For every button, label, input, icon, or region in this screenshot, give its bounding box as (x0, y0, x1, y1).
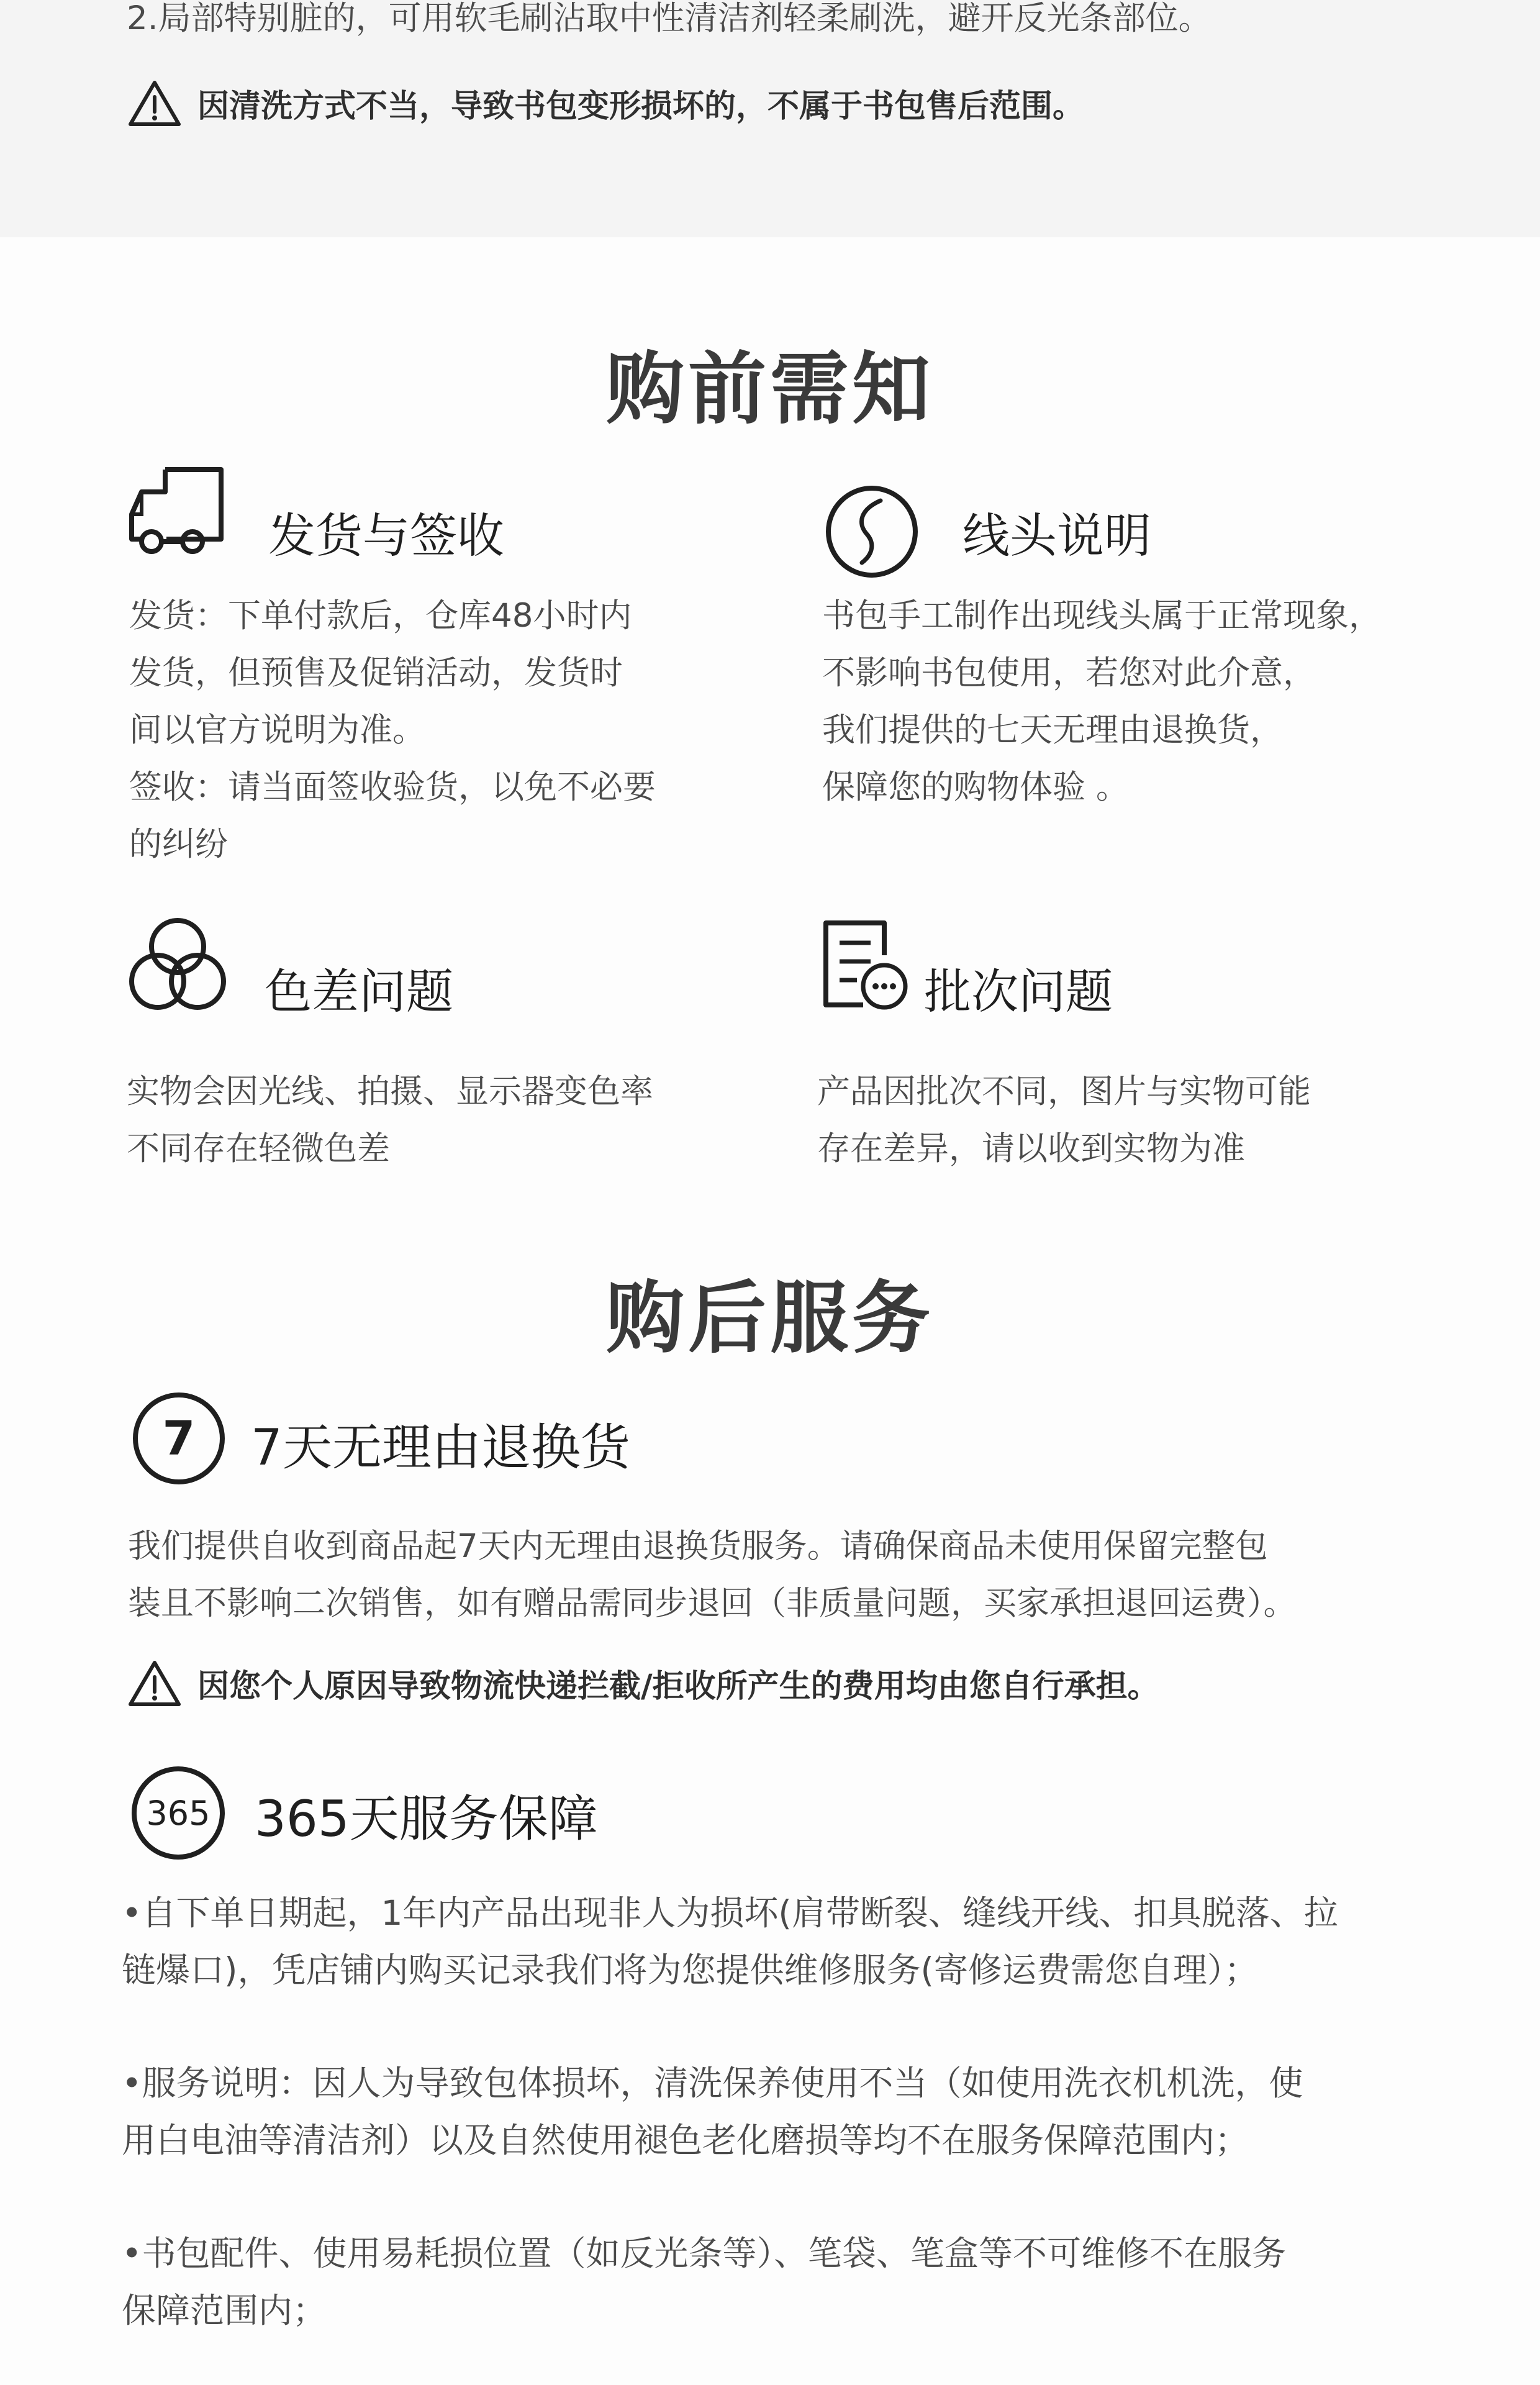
return-text: 我们提供自收到商品起7天内无理由退换货服务。请确保商品未使用保留完整包 装且不影响二次销售，如有赠品需同步退回（非质量问题，买家承担退回运费）。 (128, 1527, 1297, 1622)
seven-day-badge-text: 7 (162, 1411, 196, 1466)
care-warning (128, 80, 1084, 127)
pre-purchase-title: 购前需知 (606, 343, 934, 435)
item-text-color: 实物会因光线、拍摄、显示器变色率 不同存在轻微色差 (127, 1073, 653, 1168)
item-title-shipping: 发货与签收 (268, 508, 504, 563)
care-warning-text: 因清洗方式不当，导致书包变形损坏的，不属于书包售后范围。 (197, 88, 1085, 125)
truck-icon (128, 465, 227, 558)
item-text-batch: 产品因批次不同，图片与实物可能 存在差异，请以收到实物为准 (817, 1073, 1311, 1168)
warning-icon (128, 1660, 181, 1707)
guarantee-bullet-2: •服务说明：因人为导致包体损坏，清洗保养使用不当（如使用洗衣机机洗，使 用白电油等清洁剂）以及自然使用褪色老化磨损等均不在服务保障范围内； (122, 2063, 1303, 2160)
guarantee-bullet-3: •书包配件、使用易耗损位置（如反光条等）、笔袋、笔盒等不可维修不在服务 保障范围内； (122, 2233, 1286, 2330)
item-title-color: 色差问题 (265, 964, 453, 1019)
item-text-shipping: 发货：下单付款后，仓库48小时内 发货，但预售及促销活动，发货时 间以官方说明为准。 签收：请当面签收验货，以免不必要 的纠纷 (129, 597, 656, 863)
365-day-badge-text: 365 (146, 1794, 211, 1833)
seven-day-badge-icon (129, 1389, 229, 1488)
item-title-batch: 批次问题 (924, 964, 1113, 1019)
return-warning-text: 因您个人原因导致物流快递拦截/拒收所产生的费用均由您自行承担。 (197, 1668, 1159, 1705)
warning-icon (128, 80, 181, 127)
365-day-badge-icon (128, 1763, 229, 1863)
item-text-thread: 书包手工制作出现线头属于正常现象， 不影响书包使用，若您对此介意， 我们提供的七天无理由退换货， 保障您的购物体验 。 (822, 597, 1382, 806)
return-warning (128, 1660, 1159, 1707)
color-circles-icon (128, 914, 227, 1014)
after-sales-title: 购后服务 (606, 1273, 934, 1364)
care-line-2: 2.局部特别脏的，可用软毛刷沾取中性清洁剂轻柔刷洗，避开反光条部位。 (127, 0, 1212, 37)
guarantee-bullet-1: •自下单日期起，1年内产品出现非人为损坏(肩带断裂、缝线开线、扣具脱落、拉 链爆口)，凭店铺内购买记录我们将为您提供维修服务(寄修运费需您自理）； (122, 1893, 1338, 1990)
thread-icon (823, 483, 920, 580)
return-title: 7天无理由退换货 (251, 1419, 630, 1476)
item-title-thread: 线头说明 (962, 508, 1151, 563)
guarantee-title: 365天服务保障 (255, 1790, 598, 1848)
document-chat-icon (820, 918, 912, 1011)
